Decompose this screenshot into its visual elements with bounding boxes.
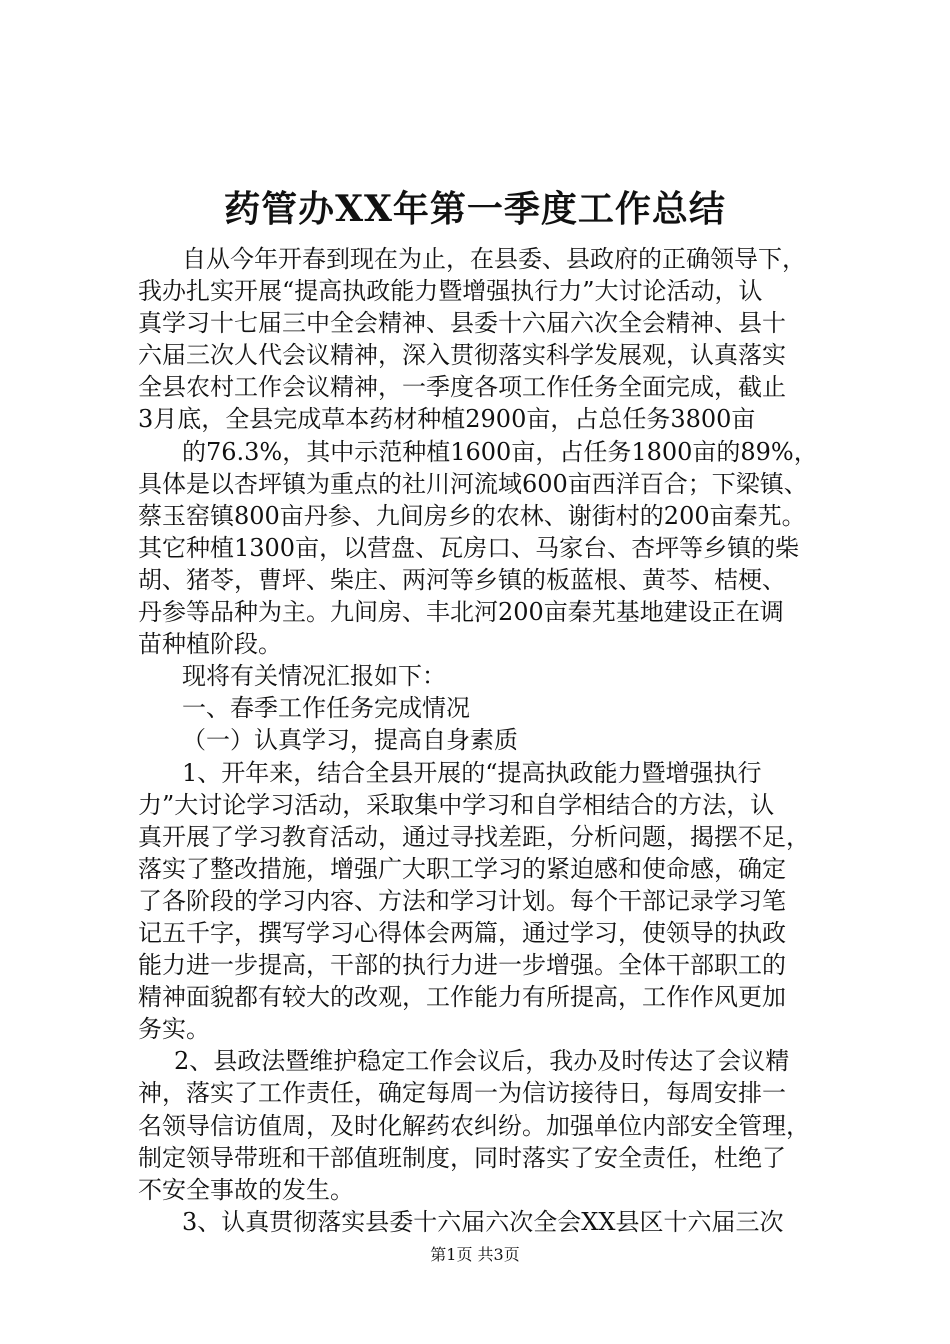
- body-line: 名领导信访值周，及时化解药农纠纷。加强单位内部安全管理，: [138, 1111, 810, 1140]
- body-line: 自从今年开春到现在为止，在县委、县政府的正确领导下，: [182, 245, 806, 273]
- body-line: 精神面貌都有较大的改观，工作能力有所提高，工作作风更加: [138, 983, 786, 1012]
- body-line: 务实。: [138, 1015, 210, 1044]
- body-line: 落实了整改措施，增强广大职工学习的紧迫感和使命感，确定: [138, 854, 786, 883]
- body-line: 真学习十七届三中全会精神、县委十六届六次全会精神、县十: [138, 309, 786, 338]
- body-line: 六届三次人代会议精神，深入贯彻落实科学发展观，认真落实: [138, 341, 786, 370]
- body-line: 真开展了学习教育活动，通过寻找差距，分析问题，揭摆不足，: [138, 822, 810, 851]
- body-line: 了各阶段的学习内容、方法和学习计划。每个干部记录学习笔: [138, 886, 786, 915]
- body-line: 具体是以杏坪镇为重点的社川河流域600亩西洋百合；下梁镇、: [138, 469, 808, 498]
- body-line: 丹参等品种为主。九间房、丰北河200亩秦艽基地建设正在调: [138, 598, 784, 627]
- body-line: 3、认真贯彻落实县委十六届六次全会XX县区十六届三次: [182, 1207, 784, 1236]
- document-body: [138, 243, 828, 1238]
- body-line: 能力进一步提高，干部的执行力进一步增强。全体干部职工的: [138, 951, 786, 980]
- body-line: 的76.3%，其中示范种植1600亩，占任务1800亩的89%，: [182, 437, 818, 466]
- body-line: 1、开年来，结合全县开展的“提高执政能力暨增强执行: [182, 758, 762, 787]
- body-line: （一）认真学习，提高自身素质: [182, 726, 518, 755]
- body-line: 其它种植1300亩，以营盘、瓦房口、马家台、杏坪等乡镇的柴: [138, 533, 800, 562]
- body-line: 一、春季工作任务完成情况: [182, 694, 470, 723]
- body-line: 3月底，全县完成草本药材种植2900亩，占总任务3800亩: [138, 405, 756, 434]
- document-title: 药管办XX年第一季度工作总结: [224, 188, 726, 230]
- body-line: 力”大讨论学习活动，采取集中学习和自学相结合的方法，认: [138, 790, 775, 819]
- body-line: 现将有关情况汇报如下：: [182, 662, 446, 691]
- body-line: 全县农村工作会议精神，一季度各项工作任务全面完成，截止: [138, 373, 786, 402]
- body-line: 不安全事故的发生。: [138, 1175, 354, 1204]
- body-line: 2、县政法暨维护稳定工作会议后，我办及时传达了会议精: [174, 1047, 790, 1076]
- body-line: 苗种植阶段。: [138, 630, 282, 659]
- page-footer: 第1页 共3页: [430, 1245, 520, 1264]
- body-line: 我办扎实开展“提高执政能力暨增强执行力”大讨论活动，认: [138, 277, 763, 306]
- body-line: 神，落实了工作责任，确定每周一为信访接待日，每周安排一: [138, 1079, 786, 1108]
- body-line: 记五千字，撰写学习心得体会两篇，通过学习，使领导的执政: [138, 918, 786, 947]
- body-line: 胡、猪苓，曹坪、柴庄、两河等乡镇的板蓝根、黄芩、桔梗、: [138, 565, 786, 594]
- body-line: 蔡玉窑镇800亩丹参、九间房乡的农林、谢街村的200亩秦艽。: [138, 501, 806, 530]
- body-line: 制定领导带班和干部值班制度，同时落实了安全责任，杜绝了: [138, 1143, 786, 1172]
